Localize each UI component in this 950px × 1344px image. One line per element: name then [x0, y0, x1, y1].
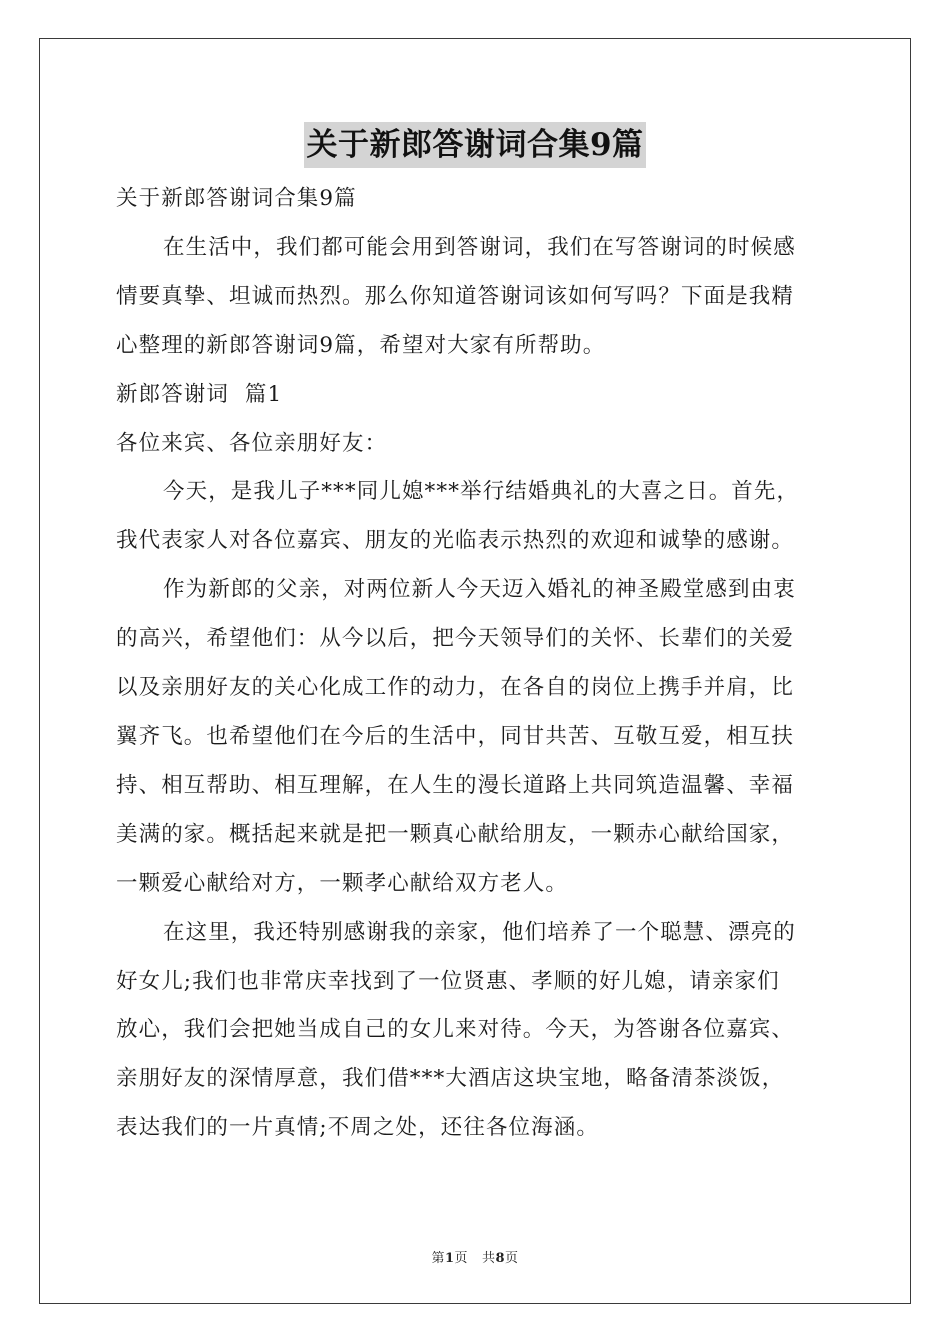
text-line: 在生活中，我们都可能会用到答谢词，我们在写答谢词的时候感 [163, 234, 796, 260]
text-line: 表达我们的一片真情;不周之处，还往各位海涵。 [116, 1115, 599, 1141]
text-line: 的高兴，希望他们：从今以后，把今天领导们的关怀、长辈们的关爱 [116, 626, 795, 652]
page-footer [0, 1247, 950, 1266]
paragraph-3 [116, 909, 836, 1154]
total-suffix: 页 [505, 1251, 519, 1266]
text-line: 以及亲朋好友的关心化成工作的动力，在各自的岗位上携手并肩，比 [116, 675, 795, 701]
text-line: 放心，我们会把她当成自己的女儿来对待。今天，为答谢各位嘉宾、 [116, 1017, 795, 1043]
intro-paragraph [116, 224, 836, 371]
paragraph-2 [116, 566, 836, 908]
greeting: 各位来宾、各位亲朋好友： [116, 430, 388, 456]
text-line: 好女儿;我们也非常庆幸找到了一位贤惠、孝顺的好儿媳，请亲家们 [116, 968, 780, 994]
text-line: 在这里，我还特别感谢我的亲家，他们培养了一个聪慧、漂亮的 [163, 919, 796, 945]
page-prefix: 第 [431, 1251, 445, 1266]
text-line: 翼齐飞。也希望他们在今后的生活中，同甘共苦、互敬互爱，相互扶 [116, 723, 795, 749]
title-container [0, 122, 950, 168]
text-line: 情要真挚、坦诚而热烈。那么你知道答谢词该如何写吗？下面是我精 [116, 283, 795, 309]
section-heading: 新郎答谢词 篇1 [116, 381, 283, 407]
total-pages: 8 [495, 1251, 506, 1266]
text-line: 今天，是我儿子***同儿媳***举行结婚典礼的大喜之日。首先， [163, 479, 800, 505]
paragraph-1 [116, 468, 836, 566]
text-line: 我代表家人对各位嘉宾、朋友的光临表示热烈的欢迎和诚挚的感谢。 [116, 528, 795, 554]
text-line: 美满的家。概括起来就是把一颗真心献给朋友，一颗赤心献给国家， [116, 821, 795, 847]
page-suffix: 页 [454, 1251, 469, 1266]
text-line: 一颗爱心献给对方，一颗孝心献给双方老人。 [116, 870, 569, 896]
document-title: 关于新郎答谢词合集9篇 [304, 122, 645, 168]
text-line: 作为新郎的父亲，对两位新人今天迈入婚礼的神圣殿堂感到由衷 [163, 577, 796, 603]
page-number: 1 [444, 1251, 455, 1266]
text-line: 持、相互帮助、相互理解，在人生的漫长道路上共同筑造温馨、幸福 [116, 772, 795, 798]
text-line: 心整理的新郎答谢词9篇，希望对大家有所帮助。 [116, 332, 606, 358]
total-prefix: 共 [481, 1251, 496, 1266]
document-subtitle: 关于新郎答谢词合集9篇 [116, 186, 357, 211]
document-body [116, 175, 836, 1153]
text-line: 亲朋好友的深情厚意，我们借***大酒店这块宝地，略备清茶淡饭， [116, 1066, 785, 1092]
